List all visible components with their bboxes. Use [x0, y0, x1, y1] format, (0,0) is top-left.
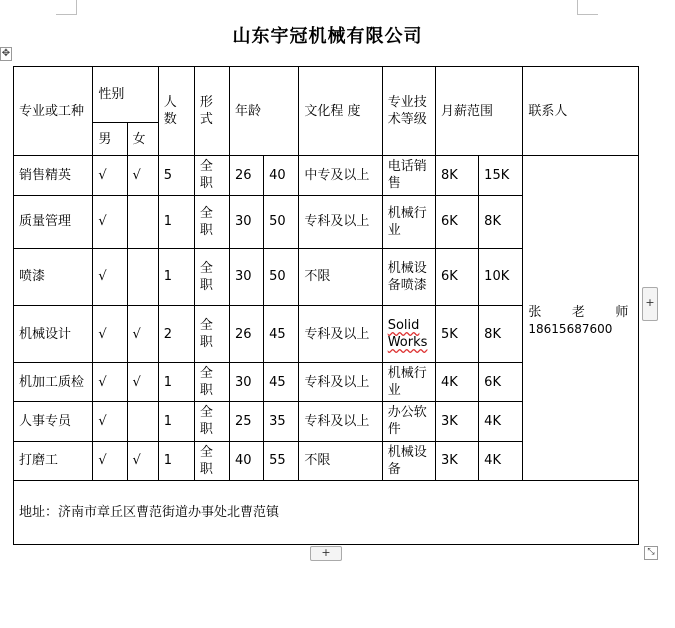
cell-male: √ — [93, 441, 127, 480]
cell-female: √ — [127, 156, 158, 195]
cell-form: 全职 — [194, 441, 229, 480]
cell-age-max: 55 — [264, 441, 299, 480]
cell-education: 中专及以上 — [299, 156, 382, 195]
cell-age-max: 50 — [264, 195, 299, 248]
cell-male: √ — [93, 156, 127, 195]
header-count: 人数 — [158, 67, 194, 156]
cell-major: 打磨工 — [14, 441, 93, 480]
cell-female: √ — [127, 441, 158, 480]
add-column-button[interactable]: + — [642, 287, 658, 321]
cell-age-min: 25 — [230, 402, 264, 441]
cell-count: 5 — [158, 156, 194, 195]
cell-salary-max: 10K — [479, 248, 523, 305]
cell-male: √ — [93, 195, 127, 248]
cell-age-min: 26 — [230, 305, 264, 362]
header-male: 男 — [93, 123, 127, 156]
header-form: 形式 — [194, 67, 229, 156]
cell-salary-min: 5K — [435, 305, 478, 362]
contact-phone: 18615687600 — [528, 322, 613, 337]
cell-education: 专科及以上 — [299, 363, 382, 402]
cell-count: 1 — [158, 363, 194, 402]
cell-education: 专科及以上 — [299, 195, 382, 248]
cell-male: √ — [93, 402, 127, 441]
header-contact: 联系人 — [523, 67, 639, 156]
cell-count: 1 — [158, 441, 194, 480]
cell-age-min: 30 — [230, 363, 264, 402]
cell-salary-min: 3K — [435, 441, 478, 480]
cell-form: 全职 — [194, 248, 229, 305]
cell-salary-min: 6K — [435, 195, 478, 248]
cell-skill: 机械设备喷漆 — [382, 248, 435, 305]
table-row — [14, 156, 639, 195]
cell-female: √ — [127, 363, 158, 402]
cell-salary-max: 4K — [479, 402, 523, 441]
cell-salary-min: 8K — [435, 156, 478, 195]
cell-female — [127, 195, 158, 248]
cell-female: √ — [127, 305, 158, 362]
header-age: 年龄 — [230, 67, 299, 156]
recruitment-table — [13, 66, 639, 545]
cell-age-min: 30 — [230, 248, 264, 305]
cell-salary-max: 8K — [479, 305, 523, 362]
cell-age-max: 50 — [264, 248, 299, 305]
cell-salary-max: 15K — [479, 156, 523, 195]
header-gender: 性别 — [93, 67, 158, 123]
cell-form: 全职 — [194, 156, 229, 195]
cell-skill: Solid Works — [382, 305, 435, 362]
cell-male: √ — [93, 305, 127, 362]
cell-major: 质量管理 — [14, 195, 93, 248]
cell-form: 全职 — [194, 195, 229, 248]
cell-salary-min: 6K — [435, 248, 478, 305]
cell-age-max: 35 — [264, 402, 299, 441]
header-female: 女 — [127, 123, 158, 156]
cell-age-min: 40 — [230, 441, 264, 480]
cell-salary-min: 3K — [435, 402, 478, 441]
cell-count: 1 — [158, 195, 194, 248]
cell-age-max: 45 — [264, 305, 299, 362]
cell-major: 人事专员 — [14, 402, 93, 441]
cell-skill: 电话销售 — [382, 156, 435, 195]
table-resize-handle-icon[interactable]: ⤡ — [644, 546, 658, 560]
cell-count: 1 — [158, 248, 194, 305]
cell-age-min: 26 — [230, 156, 264, 195]
cell-major: 机加工质检 — [14, 363, 93, 402]
cell-salary-max: 6K — [479, 363, 523, 402]
page-corner-mark-right — [577, 0, 598, 15]
table-move-handle-icon[interactable]: ✥ — [1, 48, 11, 59]
cell-count: 2 — [158, 305, 194, 362]
header-education: 文化程 度 — [299, 67, 382, 156]
cell-form: 全职 — [194, 305, 229, 362]
cell-major: 喷漆 — [14, 248, 93, 305]
cell-major: 机械设计 — [14, 305, 93, 362]
cell-male: √ — [93, 248, 127, 305]
cell-female — [127, 248, 158, 305]
header-major: 专业或工种 — [14, 67, 93, 156]
cell-count: 1 — [158, 402, 194, 441]
cell-skill: 办公软件 — [382, 402, 435, 441]
add-row-button[interactable]: + — [310, 546, 342, 561]
cell-major: 销售精英 — [14, 156, 93, 195]
contact-cell — [523, 156, 639, 480]
company-title: 山东宇冠机械有限公司 — [232, 26, 423, 47]
cell-salary-max: 8K — [479, 195, 523, 248]
cell-age-max: 45 — [264, 363, 299, 402]
cell-education: 专科及以上 — [299, 305, 382, 362]
cell-education: 不限 — [299, 441, 382, 480]
cell-skill: 机械设备 — [382, 441, 435, 480]
cell-skill: 机械行业 — [382, 195, 435, 248]
cell-education: 专科及以上 — [299, 402, 382, 441]
cell-salary-max: 4K — [479, 441, 523, 480]
cell-age-min: 30 — [230, 195, 264, 248]
header-skill: 专业技术等级 — [382, 67, 435, 156]
cell-education: 不限 — [299, 248, 382, 305]
address-text: 地址：济南市章丘区曹范街道办事处北曹范镇 — [14, 480, 639, 544]
cell-male: √ — [93, 363, 127, 402]
cell-age-max: 40 — [264, 156, 299, 195]
cell-skill: 机械行业 — [382, 363, 435, 402]
contact-name: 张 老 师 — [528, 305, 629, 321]
cell-salary-min: 4K — [435, 363, 478, 402]
cell-form: 全职 — [194, 402, 229, 441]
cell-form: 全职 — [194, 363, 229, 402]
cell-female — [127, 402, 158, 441]
page-corner-mark-left — [56, 0, 77, 15]
header-salary: 月薪范围 — [435, 67, 522, 156]
